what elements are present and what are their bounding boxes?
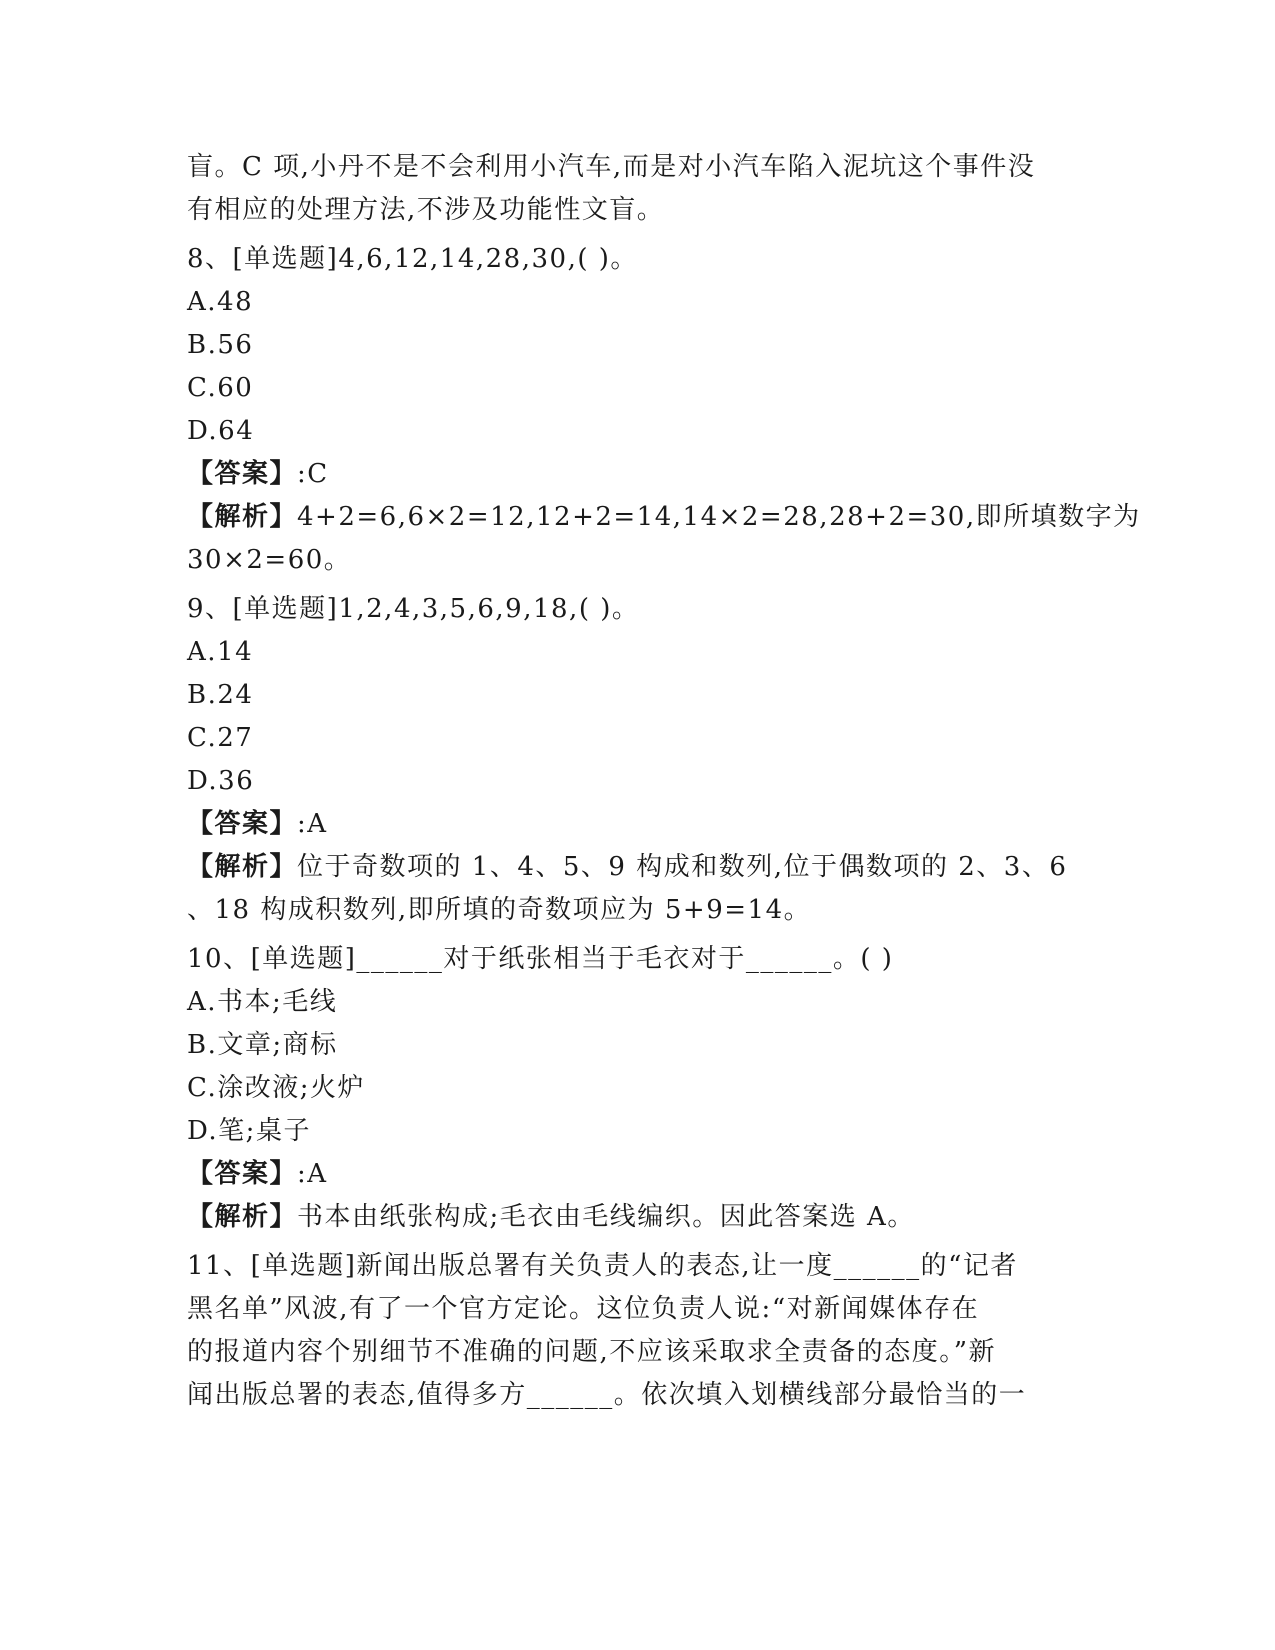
question-stem: 的报道内容个别细节不准确的问题,不应该采取求全责备的态度。”新 bbox=[187, 1337, 997, 1367]
question-stem: 10、[单选题]______对于纸张相当于毛衣对于______。( ) bbox=[187, 944, 894, 974]
option-b: B.24 bbox=[187, 680, 254, 710]
question-stem: 黑名单”风波,有了一个官方定论。这位负责人说:“对新闻媒体存在 bbox=[187, 1294, 980, 1324]
question-stem: 闻出版总署的表态,值得多方______。依次填入划横线部分最恰当的一 bbox=[187, 1380, 1027, 1410]
intro-line: 有相应的处理方法,不涉及功能性文盲。 bbox=[187, 195, 665, 225]
question-stem: 8、[单选题]4,6,12,14,28,30,( )。 bbox=[187, 244, 638, 274]
analysis-text: 4+2=6,6×2=12,12+2=14,14×2=28,28+2=30,即所填数字为 bbox=[297, 502, 1141, 532]
answer-line bbox=[187, 1153, 1087, 1196]
option-c: C.27 bbox=[187, 723, 254, 753]
question-10 bbox=[187, 938, 1087, 1239]
analysis-text: 书本由纸张构成;毛衣由毛线编织。因此答案选 A。 bbox=[297, 1202, 915, 1232]
option-b: B.56 bbox=[187, 330, 254, 360]
analysis-line bbox=[187, 846, 1087, 889]
answer-label: 【答案】 bbox=[187, 1159, 298, 1189]
analysis-label: 【解析】 bbox=[187, 852, 298, 882]
option-d: D.64 bbox=[187, 416, 255, 446]
option-d: D.笔;桌子 bbox=[187, 1116, 311, 1146]
question-9 bbox=[187, 588, 1087, 932]
answer-line bbox=[187, 803, 1087, 846]
option-a: A.书本;毛线 bbox=[187, 987, 338, 1017]
analysis-line: 、18 构成积数列,即所填的奇数项应为 5+9=14。 bbox=[187, 895, 812, 925]
analysis-line bbox=[187, 496, 1141, 539]
question-stem: 9、[单选题]1,2,4,3,5,6,9,18,( )。 bbox=[187, 594, 640, 624]
analysis-line: 30×2=60。 bbox=[187, 545, 352, 575]
option-d: D.36 bbox=[187, 766, 255, 796]
analysis-line bbox=[187, 1196, 1087, 1239]
answer-label: 【答案】 bbox=[187, 809, 298, 839]
analysis-label: 【解析】 bbox=[187, 1202, 298, 1232]
answer-value: :C bbox=[297, 459, 329, 489]
answer-value: :A bbox=[297, 1159, 328, 1189]
question-stem: 11、[单选题]新闻出版总署有关负责人的表态,让一度______的“记者 bbox=[187, 1251, 1018, 1281]
page-content bbox=[187, 146, 1141, 1417]
answer-line bbox=[187, 453, 1087, 496]
question-11 bbox=[187, 1245, 1087, 1417]
option-a: A.48 bbox=[187, 287, 254, 317]
answer-label: 【答案】 bbox=[187, 459, 298, 489]
analysis-label: 【解析】 bbox=[187, 502, 298, 532]
question-8 bbox=[187, 238, 1141, 582]
option-b: B.文章;商标 bbox=[187, 1030, 338, 1060]
option-c: C.涂改液;火炉 bbox=[187, 1073, 365, 1103]
option-c: C.60 bbox=[187, 373, 254, 403]
option-a: A.14 bbox=[187, 637, 254, 667]
intro-line: 盲。C 项,小丹不是不会利用小汽车,而是对小汽车陷入泥坑这个事件没 bbox=[187, 152, 1036, 182]
answer-value: :A bbox=[297, 809, 328, 839]
analysis-text: 位于奇数项的 1、4、5、9 构成和数列,位于偶数项的 2、3、6 bbox=[297, 852, 1068, 882]
